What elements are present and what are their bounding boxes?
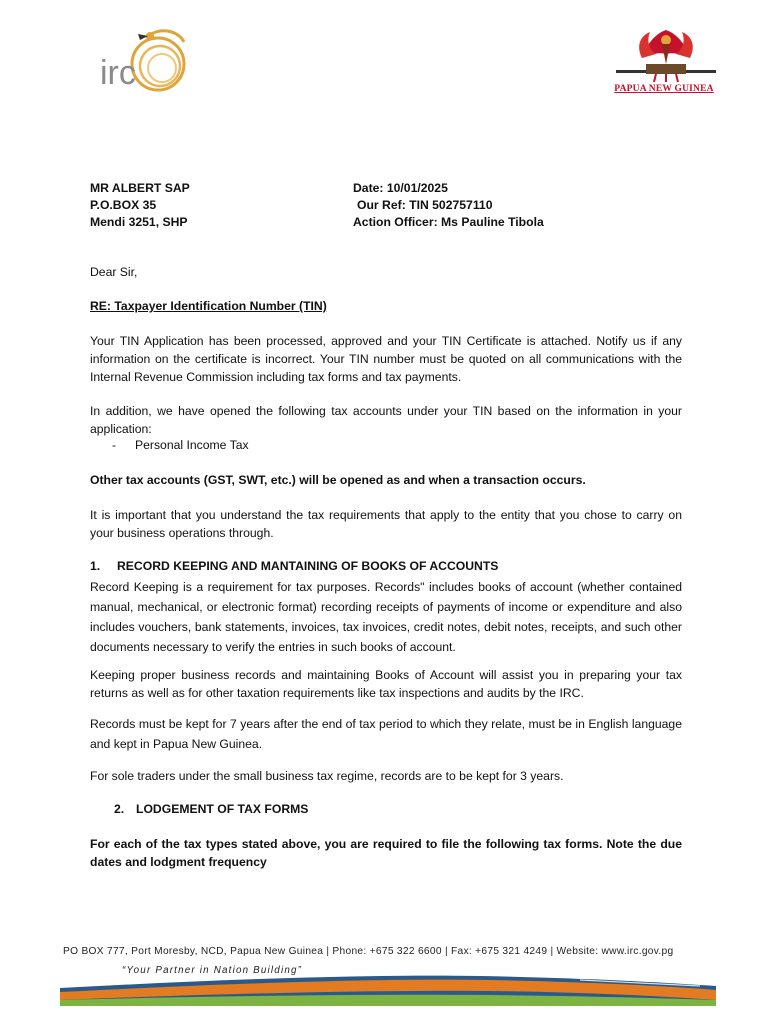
paragraph-tax-requirements: It is important that you understand the tax requirements that apply to the entity that you chose to carry on your business operations through. [90,508,682,540]
subject-line: RE: Taxpayer Identification Number (TIN) [90,299,327,313]
footer-slogan: “Your Partner in Nation Building” [122,965,303,976]
section-2-heading: LODGEMENT OF TAX FORMS [136,802,309,816]
paragraph-tin-processed: Your TIN Application has been processed, approved and your TIN Certificate is attached. Notify us if any information on the certificate is incorrect. Your TIN number must be quoted on all communications with the Internal Revenue Commission including tax forms and tax payments. [90,334,682,384]
our-ref: Our Ref: TIN 502757110 [357,198,493,212]
paragraph-record-keeping: Record Keeping is a requirement for tax purposes. Records" includes books of account (whether contained manual, mechanical, or electronic format) recording receipts of payments of income or expenditure and also includes vouchers, bank statements, invoices, tax invoices, credit notes, debit notes, receipts, and such other documents necessary to verify the entries in such books of account. [90,580,682,654]
letter-date: Date: 10/01/2025 [353,181,448,195]
paragraph-books-of-account: Keeping proper business records and maintaining Books of Account will assist you in preparing your tax returns as well as for other taxation requirements like tax inspections and audits by the IRC. [90,668,682,700]
section-1-heading: RECORD KEEPING AND MANTAINING OF BOOKS OF ACCOUNTS [117,559,499,573]
footer-contact: PO BOX 777, Port Moresby, NCD, Papua New Guinea | Phone: +675 322 6600 | Fax: +675 321 4249 | Website: www.irc.gov.pg [63,946,674,957]
section-2-number: 2. [114,802,125,816]
salutation: Dear Sir, [90,265,138,279]
bullet-mark: - [112,438,117,452]
paragraph-tax-accounts: In addition, we have opened the following tax accounts under your TIN based on the information in your application: [90,404,682,436]
paragraph-records-retention: Records must be kept for 7 years after the end of tax period to which they relate, must be in English language and kept in Papua New Guinea. [90,717,682,751]
paragraph-other-accounts: Other tax accounts (GST, SWT, etc.) will be opened as and when a transaction occurs. [90,473,586,487]
recipient-city: Mendi 3251, SHP [90,215,188,229]
paragraph-lodgement: For each of the tax types stated above, you are required to file the following tax forms. Note the due dates and lodgment frequency [90,837,682,869]
png-caption: PAPUA NEW GUINEA [614,84,714,94]
recipient-box: P.O.BOX 35 [90,198,157,212]
irc-logo [98,24,194,108]
svg-text:irc: irc [100,54,136,92]
paragraph-sole-traders: For sole traders under the small business tax regime, records are to be kept for 3 years. [90,769,564,783]
png-emblem [606,24,728,104]
recipient-name: MR ALBERT SAP [90,181,190,195]
action-officer: Action Officer: Ms Pauline Tibola [353,215,544,229]
section-1-number: 1. [90,559,101,573]
bullet-personal-income-tax: Personal Income Tax [135,438,249,452]
